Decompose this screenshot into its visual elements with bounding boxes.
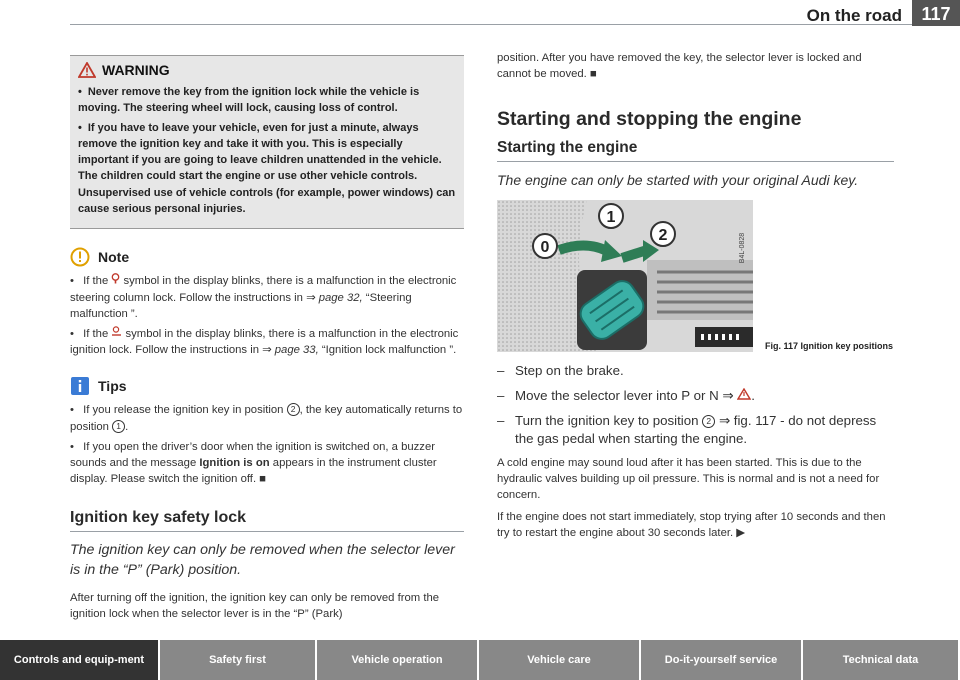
note-heading	[70, 247, 464, 267]
starting-paragraph: If the engine does not start immediately, stop trying after 10 seconds and then try to restart the engine about 30 seconds later. ▶	[497, 511, 886, 539]
steps-list	[497, 362, 894, 448]
tip-item: • If you open the driver’s door when the ignition is switched on, a buzzer sounds and the message Ignition is on appears in the instrument cluster display. Please switch the ignition off. ■	[70, 439, 464, 488]
info-icon	[70, 376, 90, 396]
running-title: On the road	[806, 6, 902, 25]
continue-arrow-icon: ▶	[736, 527, 745, 539]
safety-lock-paragraph-continued: position. After you have removed the key, the selector lever is locked and cannot be moved. ■	[497, 52, 862, 80]
note-item: • If the symbol in the display blinks, there is a malfunction in the electronic steering column lock. Follow the instructions in ⇒ page 32, “Steering malfunction ”.	[70, 273, 464, 322]
tips-title: Tips	[98, 378, 127, 395]
ignition-key-illustration	[497, 200, 753, 352]
ignition-lock-icon	[111, 326, 122, 337]
tab-safety[interactable]: Safety first	[160, 640, 315, 680]
tab-vehicle-operation[interactable]: Vehicle operation	[317, 640, 477, 680]
step-item: – Step on the brake.	[497, 362, 894, 380]
tab-diy-service[interactable]: Do-it-yourself service	[641, 640, 801, 680]
figure-caption: Fig. 117 Ignition key positions	[765, 341, 894, 351]
warning-heading	[78, 62, 456, 78]
figure-code: B4L-0828	[739, 232, 746, 264]
subsection-heading: Starting the engine	[497, 139, 894, 162]
tab-controls[interactable]: Controls and equip-ment	[0, 640, 158, 680]
right-column	[497, 50, 894, 547]
note-item: • If the symbol in the display blinks, there is a malfunction in the electronic ignition lock. Follow the instructions in ⇒ page 33, “Ignition lock malfunction ”.	[70, 326, 464, 358]
tip-item: • If you release the ignition key in position 2 , the key automatically returns to position 1 .	[70, 402, 464, 434]
tab-technical-data[interactable]: Technical data	[803, 640, 958, 680]
starting-paragraph: A cold engine may sound loud after it has been started. This is due to the hydraulic valves building up oil pressure. This is normal and is not a need for concern.	[497, 457, 880, 501]
note-title: Note	[98, 249, 130, 266]
safety-lock-heading: Ignition key safety lock	[70, 509, 464, 532]
tips-heading	[70, 376, 464, 396]
footer-nav	[0, 640, 960, 680]
figure-label-0: 0	[540, 239, 550, 256]
left-column	[70, 55, 464, 628]
figure-label-1: 1	[606, 209, 616, 226]
note-exclamation-icon	[70, 247, 90, 267]
step-item: – Move the selector lever into P or N ⇒ .	[497, 387, 894, 405]
warning-triangle-icon	[737, 388, 751, 400]
warning-item: • Never remove the key from the ignition lock while the vehicle is moving. The steering wheel will lock, causing loss of control.	[78, 84, 456, 117]
figure	[497, 200, 894, 352]
safety-lock-paragraph: After turning off the ignition, the ignition key can only be removed from the ignition lock when the selector lever is in the “P” (Park)	[70, 592, 440, 621]
warning-item: • If you have to leave your vehicle, even for just a minute, always remove the ignition key and take it with you. This is especially important if you are going to leave children unattended in the vehicle. The children could start the engine or use other vehicle controls. Unsupervised use of vehicle controls (for example, power windows) can cause serious personal injuries.	[78, 120, 456, 218]
warning-box	[70, 55, 464, 229]
position-1-marker: 1	[112, 420, 125, 433]
starting-lead: The engine can only be started with your original Audi key.	[497, 172, 859, 188]
step-item: – Turn the ignition key to position 2 ⇒ fig. 117 - do not depress the gas pedal when starting the engine.	[497, 412, 894, 448]
position-2-marker: 2	[702, 415, 715, 428]
figure-label-2: 2	[658, 227, 668, 244]
safety-lock-lead: The ignition key can only be removed when the selector lever is in the “P” (Park) position.	[70, 542, 455, 579]
section-heading: Starting and stopping the engine	[497, 108, 802, 130]
page-number: 117	[912, 0, 960, 26]
warning-triangle-icon	[78, 62, 96, 78]
tab-vehicle-care[interactable]: Vehicle care	[479, 640, 639, 680]
position-2-marker: 2	[287, 403, 300, 416]
warning-title: WARNING	[102, 62, 170, 78]
